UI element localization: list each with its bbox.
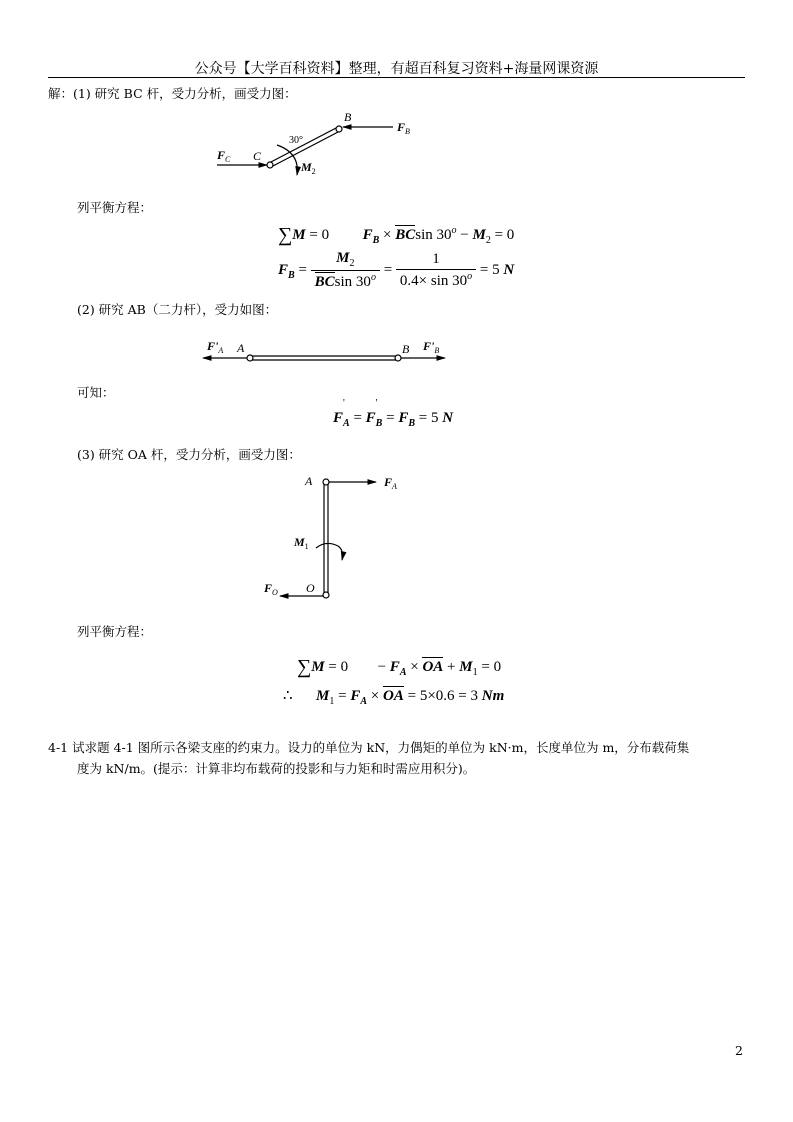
known-label: 可知：	[77, 385, 115, 400]
part3-intro: (3) 研究 OA 杆，受力分析，画受力图：	[77, 447, 301, 462]
page-header: 公众号【大学百科资料】整理，有超百科复习资料+海量网课资源	[194, 61, 599, 77]
problem-4-1-line1: 4-1 试求题 4-1 图所示各梁支座的约束力。设力的单位为 kN，力偶矩的单位为 kN·m，长度单位为 m，分布载荷集	[48, 740, 690, 755]
diagram-oa-bar	[258, 470, 418, 606]
label-fa: $F_A$	[384, 475, 397, 491]
diagram-bc-bar	[205, 105, 435, 185]
part2-intro: (2) 研究 AB（二力杆），受力如图：	[77, 302, 278, 317]
label-fb: $F_B$	[397, 120, 410, 136]
page-number: 2	[735, 1043, 743, 1058]
part1-intro: 解：(1) 研究 BC 杆，受力分析，画受力图：	[48, 86, 297, 101]
oa-bar	[323, 479, 329, 598]
fraction-2: $\frac{1}{0.4\times \sin 30^o}$	[396, 251, 476, 290]
label-b: B	[402, 342, 410, 356]
equation-fb-result: $F_B$ = $\frac{M_2}{BCsin 30^o}$ = $\frac{1}{0.4\times \sin 30^o}$ = 5 N	[278, 250, 515, 290]
problem-4-1-line2: 度为 kN/m。(提示：计算非均布载荷的投影和与力矩和时需应用积分)。	[77, 761, 476, 776]
label-m2: $M_2$	[301, 160, 316, 176]
label-b: B	[344, 110, 352, 124]
diagram-ab-bar	[195, 336, 455, 370]
label-fc: $F_C$	[217, 148, 231, 164]
label-angle: 30°	[289, 135, 303, 146]
label-m1: $M_1$	[294, 535, 309, 551]
equilibrium-label-2: 列平衡方程：	[77, 624, 153, 639]
moment-m1-arrow	[316, 543, 343, 560]
label-a: A	[237, 341, 245, 355]
label-c: C	[253, 149, 262, 163]
equation-m1-result: ∴ $M_1 = F_A$ × OA = 5×0.6 = 3 Nm	[283, 688, 505, 707]
fraction-1: $\frac{M_2}{BCsin 30^o}$	[311, 250, 380, 291]
equation-moment-bc: ∑M = 0 $F_B \times BCsin$ $30^o - M_2 = 0$	[278, 224, 515, 246]
label-fa-prime: $F'_A$	[207, 339, 224, 355]
equation-moment-oa: $\sum M = 0 - F_A$ × OA + $M_1 = 0$	[297, 656, 502, 678]
equation-forces-equal: F ' $_A$ = F ' $_B = F_B = 5$ N	[333, 398, 454, 429]
equilibrium-label-1: 列平衡方程：	[77, 200, 153, 215]
label-fo: $F_O$	[264, 581, 278, 597]
ab-bar	[247, 355, 401, 361]
label-a: A	[305, 474, 313, 488]
label-o: O	[306, 581, 315, 595]
header-rule	[48, 77, 745, 78]
label-fb-prime: $F'_B$	[423, 339, 440, 355]
